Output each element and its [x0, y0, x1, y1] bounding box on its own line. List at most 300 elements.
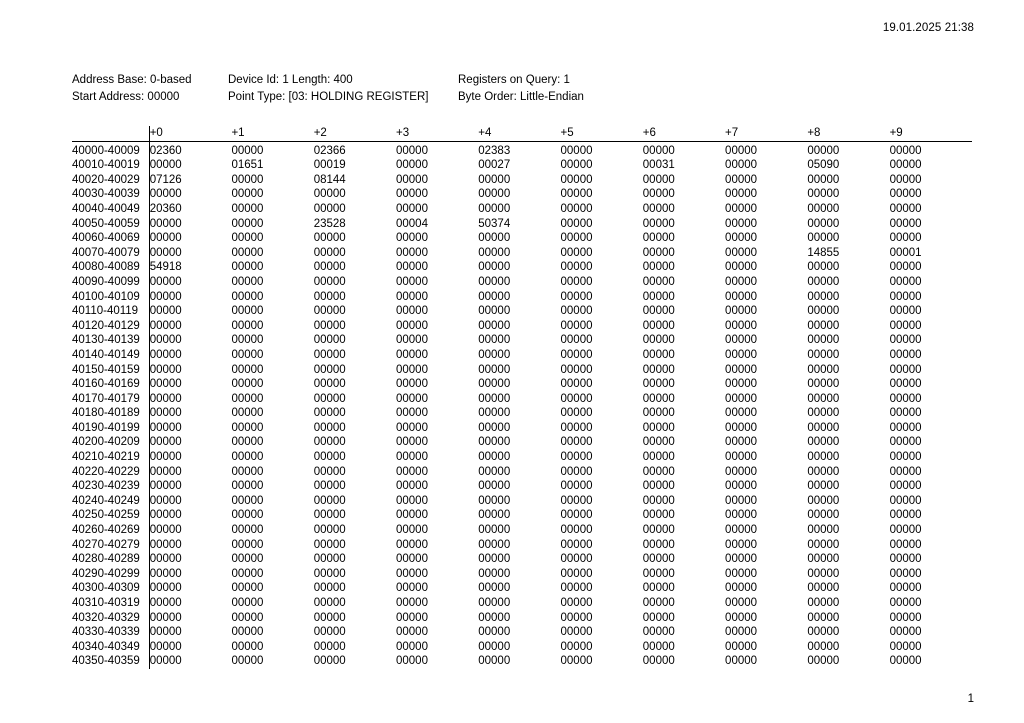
register-value: 00000 [642, 655, 675, 668]
register-value: 00000 [231, 407, 264, 420]
register-value: 00000 [478, 597, 511, 609]
register-value: 00000 [725, 480, 758, 493]
register-value: 00000 [807, 319, 840, 332]
register-value: 00000 [725, 582, 758, 595]
register-value: 00000 [395, 275, 428, 288]
register-value: 00000 [478, 538, 511, 551]
register-value: 00000 [478, 378, 511, 391]
register-value: 00000 [642, 436, 675, 449]
register-value: 00000 [725, 465, 758, 478]
register-value: 05090 [807, 159, 840, 172]
register-value: 00000 [313, 275, 346, 288]
register-value: 00000 [725, 451, 758, 464]
table-row [72, 654, 972, 669]
register-value: 00000 [889, 319, 922, 332]
table-row [72, 494, 972, 509]
table-row [72, 173, 972, 188]
register-value: 00000 [560, 626, 593, 639]
register-value: 00000 [395, 173, 428, 186]
register-address-range: 40090-40099 [72, 275, 149, 290]
register-value: 00000 [313, 480, 346, 493]
register-value: 00000 [725, 261, 758, 274]
register-value: 00000 [725, 378, 758, 391]
register-value: 01651 [231, 159, 264, 172]
register-value: 00000 [725, 509, 758, 522]
register-value: 00000 [313, 319, 346, 332]
register-value: 00000 [231, 421, 264, 434]
register-value: 00000 [889, 465, 922, 478]
register-value: 00000 [149, 378, 182, 391]
register-value: 00000 [478, 640, 511, 653]
register-value: 00000 [807, 232, 840, 245]
table-row [72, 333, 972, 348]
register-value: 00000 [889, 261, 922, 274]
table-row [72, 392, 972, 407]
register-value: 00000 [642, 480, 675, 493]
register-value: 02383 [478, 144, 511, 157]
register-value: 00000 [231, 611, 264, 624]
report-timestamp: 19.01.2025 21:38 [882, 22, 974, 34]
register-value: 00000 [313, 246, 346, 259]
register-value: 00000 [560, 217, 593, 230]
register-address-range: 40340-40349 [72, 640, 149, 655]
register-value: 00000 [725, 626, 758, 639]
register-value: 50374 [478, 217, 511, 230]
table-row [72, 625, 972, 640]
register-value: 00000 [560, 436, 593, 449]
table-row [72, 141, 972, 158]
register-value: 00000 [149, 363, 182, 376]
register-value: 00000 [889, 392, 922, 405]
report-metadata [72, 72, 972, 106]
register-value: 00000 [478, 246, 511, 259]
register-value: 00000 [642, 217, 675, 230]
register-value: 00000 [642, 494, 675, 507]
register-value: 00000 [478, 202, 511, 215]
register-value: 00000 [395, 378, 428, 391]
register-value: 00004 [395, 217, 428, 230]
register-value: 00000 [231, 246, 264, 259]
register-value: 02366 [313, 144, 346, 157]
start-address-label: Start Address: 00000 [72, 91, 180, 103]
register-value: 00000 [560, 582, 593, 595]
register-value: 00000 [560, 567, 593, 580]
table-row [72, 479, 972, 494]
register-value: 00000 [560, 232, 593, 245]
register-value: 00000 [149, 582, 182, 595]
register-value: 00000 [149, 553, 182, 566]
register-value: 00000 [642, 290, 675, 303]
column-header-offset-3: +3 [396, 126, 478, 141]
register-value: 00000 [395, 524, 428, 537]
register-value: 00000 [642, 640, 675, 653]
register-value: 00000 [725, 334, 758, 347]
register-value: 00000 [478, 553, 511, 566]
register-address-range: 40180-40189 [72, 406, 149, 421]
table-row [72, 275, 972, 290]
register-value: 00000 [231, 305, 264, 318]
register-value: 00000 [478, 436, 511, 449]
register-value: 00000 [313, 202, 346, 215]
register-value: 00000 [231, 524, 264, 537]
table-row [72, 523, 972, 538]
register-value: 00000 [725, 538, 758, 551]
register-value: 00000 [149, 626, 182, 639]
register-value: 00000 [560, 246, 593, 259]
register-value: 00000 [231, 451, 264, 464]
register-value: 00000 [395, 538, 428, 551]
register-value: 00000 [313, 509, 346, 522]
register-value: 00000 [231, 509, 264, 522]
register-value: 00000 [313, 626, 346, 639]
register-value: 00000 [642, 144, 675, 157]
register-value: 00000 [807, 436, 840, 449]
register-address-range: 40040-40049 [72, 202, 149, 217]
register-value: 00000 [560, 553, 593, 566]
register-value: 00000 [725, 363, 758, 376]
register-value: 00000 [231, 202, 264, 215]
register-value: 07126 [149, 173, 182, 186]
register-value: 00000 [478, 626, 511, 639]
register-value: 00000 [395, 246, 428, 259]
register-value: 00000 [807, 275, 840, 288]
register-value: 00000 [642, 232, 675, 245]
register-value: 00000 [560, 188, 593, 201]
register-value: 00000 [642, 509, 675, 522]
table-row [72, 581, 972, 596]
register-value: 00000 [725, 173, 758, 186]
register-value: 00000 [560, 655, 593, 668]
register-value: 00000 [807, 626, 840, 639]
register-value: 00000 [478, 348, 511, 361]
register-value: 00000 [560, 319, 593, 332]
register-value: 00000 [313, 407, 346, 420]
register-value: 00000 [889, 363, 922, 376]
register-value: 00000 [889, 173, 922, 186]
register-value: 00000 [313, 655, 346, 668]
register-value: 00000 [313, 494, 346, 507]
register-value: 00000 [560, 524, 593, 537]
register-value: 00000 [807, 334, 840, 347]
register-value: 00000 [807, 494, 840, 507]
register-value: 00000 [231, 436, 264, 449]
register-value: 00000 [642, 407, 675, 420]
register-address-range: 40230-40239 [72, 479, 149, 494]
table-row [72, 290, 972, 305]
register-value: 00000 [560, 159, 593, 172]
register-value: 00000 [807, 553, 840, 566]
register-address-range: 40160-40169 [72, 377, 149, 392]
register-value: 00000 [725, 188, 758, 201]
register-value: 00000 [642, 275, 675, 288]
register-value: 00000 [560, 202, 593, 215]
register-value: 00000 [395, 640, 428, 653]
byte-order-label: Byte Order: Little-Endian [458, 91, 584, 103]
register-value: 00000 [149, 524, 182, 537]
register-value: 00000 [807, 640, 840, 653]
table-row [72, 260, 972, 275]
register-value: 00000 [313, 582, 346, 595]
address-base-label: Address Base: 0-based [72, 74, 192, 86]
table-row [72, 406, 972, 421]
column-header-offset-8: +8 [807, 126, 889, 141]
register-value: 00000 [889, 348, 922, 361]
register-value: 00000 [889, 407, 922, 420]
register-value: 00000 [149, 319, 182, 332]
register-value: 00000 [231, 173, 264, 186]
register-value: 00000 [889, 334, 922, 347]
register-value: 00000 [889, 188, 922, 201]
register-value: 00000 [149, 275, 182, 288]
register-table-container [72, 126, 972, 669]
register-address-range: 40170-40179 [72, 392, 149, 407]
register-value: 00000 [149, 348, 182, 361]
register-address-range: 40260-40269 [72, 523, 149, 538]
register-value: 00000 [313, 392, 346, 405]
register-value: 00000 [395, 582, 428, 595]
register-value: 00000 [725, 407, 758, 420]
register-value: 00000 [313, 451, 346, 464]
table-row [72, 508, 972, 523]
register-value: 00000 [478, 494, 511, 507]
register-value: 00000 [889, 553, 922, 566]
register-address-range: 40320-40329 [72, 611, 149, 626]
register-value: 00000 [642, 582, 675, 595]
register-address-range: 40010-40019 [72, 158, 149, 173]
register-value: 00000 [395, 202, 428, 215]
table-row [72, 377, 972, 392]
register-value: 00000 [725, 246, 758, 259]
register-value: 00000 [642, 538, 675, 551]
register-value: 00000 [149, 436, 182, 449]
register-value: 00000 [560, 451, 593, 464]
register-value: 00000 [642, 524, 675, 537]
register-value: 00000 [149, 611, 182, 624]
register-value: 00000 [149, 480, 182, 493]
register-value: 00000 [807, 392, 840, 405]
table-row [72, 596, 972, 611]
register-value: 00000 [560, 421, 593, 434]
register-value: 00000 [725, 348, 758, 361]
register-value: 00000 [478, 451, 511, 464]
register-value: 00000 [807, 348, 840, 361]
table-row [72, 158, 972, 173]
register-address-range: 40080-40089 [72, 260, 149, 275]
register-value: 00000 [560, 597, 593, 609]
register-value: 00027 [478, 159, 511, 172]
register-address-range: 40120-40129 [72, 319, 149, 334]
register-value: 00000 [642, 348, 675, 361]
register-value: 00000 [807, 582, 840, 595]
register-value: 00000 [560, 173, 593, 186]
register-value: 00000 [478, 290, 511, 303]
register-value: 00000 [395, 567, 428, 580]
register-value: 00000 [313, 261, 346, 274]
table-row [72, 319, 972, 334]
register-value: 00000 [889, 217, 922, 230]
register-value: 00000 [149, 421, 182, 434]
register-value: 00000 [478, 392, 511, 405]
register-value: 00000 [231, 319, 264, 332]
register-value: 00000 [889, 144, 922, 157]
table-row [72, 202, 972, 217]
register-value: 00000 [231, 480, 264, 493]
register-value: 00000 [395, 290, 428, 303]
register-value: 00000 [149, 567, 182, 580]
register-value: 00000 [478, 421, 511, 434]
register-value: 00000 [642, 188, 675, 201]
register-value: 00000 [725, 611, 758, 624]
register-address-range: 40070-40079 [72, 246, 149, 261]
register-value: 00000 [149, 597, 182, 609]
register-value: 00000 [725, 275, 758, 288]
register-value: 00000 [560, 392, 593, 405]
register-value: 00000 [395, 188, 428, 201]
register-value: 00000 [807, 173, 840, 186]
register-value: 00000 [395, 421, 428, 434]
register-value: 00000 [807, 597, 840, 609]
register-value: 00000 [889, 509, 922, 522]
table-row [72, 465, 972, 480]
register-address-range: 40190-40199 [72, 421, 149, 436]
table-row [72, 538, 972, 553]
register-value: 00000 [395, 597, 428, 609]
register-value: 00000 [231, 494, 264, 507]
register-value: 00000 [149, 334, 182, 347]
register-value: 00000 [642, 553, 675, 566]
register-value: 00000 [149, 451, 182, 464]
register-value: 00000 [642, 567, 675, 580]
register-value: 00000 [807, 524, 840, 537]
register-value: 00000 [642, 202, 675, 215]
register-value: 00000 [807, 421, 840, 434]
register-value: 00000 [642, 319, 675, 332]
register-value: 00000 [889, 597, 922, 609]
register-value: 00000 [889, 582, 922, 595]
register-address-range: 40250-40259 [72, 508, 149, 523]
register-value: 00000 [478, 334, 511, 347]
table-row [72, 435, 972, 450]
register-value: 00000 [889, 159, 922, 172]
register-value: 23528 [313, 217, 346, 230]
register-value: 00000 [478, 232, 511, 245]
table-head [72, 126, 972, 141]
register-value: 00000 [889, 202, 922, 215]
register-value: 00000 [807, 217, 840, 230]
table-row [72, 421, 972, 436]
register-value: 00000 [478, 319, 511, 332]
register-value: 00000 [149, 494, 182, 507]
register-value: 00000 [807, 202, 840, 215]
column-header-offset-9: +9 [890, 126, 972, 141]
register-value: 54918 [149, 261, 182, 274]
register-value: 00000 [478, 611, 511, 624]
register-value: 00000 [231, 348, 264, 361]
register-value: 00000 [807, 261, 840, 274]
register-value: 00000 [395, 363, 428, 376]
register-value: 00000 [313, 334, 346, 347]
table-row [72, 246, 972, 261]
register-value: 00000 [725, 159, 758, 172]
register-value: 00000 [395, 655, 428, 668]
register-address-range: 40020-40029 [72, 173, 149, 188]
register-value: 00000 [478, 465, 511, 478]
register-value: 00000 [395, 159, 428, 172]
register-value: 00000 [807, 611, 840, 624]
register-value: 00000 [560, 407, 593, 420]
register-value: 00000 [889, 421, 922, 434]
register-value: 00000 [889, 378, 922, 391]
register-value: 00000 [807, 290, 840, 303]
register-value: 00000 [231, 232, 264, 245]
register-value: 00001 [889, 246, 922, 259]
register-value: 00000 [313, 465, 346, 478]
register-value: 00000 [725, 217, 758, 230]
register-value: 00000 [395, 305, 428, 318]
register-value: 00000 [395, 334, 428, 347]
register-value: 00000 [560, 305, 593, 318]
register-value: 00000 [807, 378, 840, 391]
register-address-range: 40200-40209 [72, 435, 149, 450]
register-value: 00000 [725, 524, 758, 537]
register-value: 00000 [395, 509, 428, 522]
register-value: 00000 [149, 509, 182, 522]
register-value: 00000 [889, 290, 922, 303]
register-value: 00000 [889, 436, 922, 449]
register-value: 00000 [478, 261, 511, 274]
register-value: 00000 [149, 232, 182, 245]
register-value: 00000 [478, 275, 511, 288]
register-value: 00000 [560, 611, 593, 624]
register-value: 00000 [231, 392, 264, 405]
register-address-range: 40310-40319 [72, 596, 149, 611]
register-value: 00000 [642, 363, 675, 376]
register-value: 00000 [560, 494, 593, 507]
register-value: 00000 [560, 480, 593, 493]
register-table [72, 126, 972, 669]
register-value: 00000 [807, 363, 840, 376]
register-address-range: 40030-40039 [72, 187, 149, 202]
register-value: 00000 [478, 407, 511, 420]
register-value: 00000 [149, 290, 182, 303]
register-value: 00000 [478, 480, 511, 493]
register-address-range: 40220-40229 [72, 465, 149, 480]
register-value: 00000 [889, 451, 922, 464]
register-value: 00000 [395, 261, 428, 274]
column-header-offset-5: +5 [561, 126, 643, 141]
register-value: 00000 [478, 582, 511, 595]
register-value: 00000 [725, 290, 758, 303]
register-value: 00000 [642, 626, 675, 639]
register-value: 00000 [889, 611, 922, 624]
register-value: 00000 [313, 611, 346, 624]
table-row [72, 611, 972, 626]
register-value: 00000 [642, 392, 675, 405]
metadata-row-2 [72, 89, 972, 106]
register-value: 00000 [807, 144, 840, 157]
register-value: 00000 [313, 567, 346, 580]
register-value: 00000 [478, 655, 511, 668]
register-value: 00000 [889, 655, 922, 668]
register-value: 00000 [889, 232, 922, 245]
register-value: 00000 [642, 261, 675, 274]
register-value: 00000 [395, 494, 428, 507]
register-value: 20360 [149, 202, 182, 215]
register-value: 00000 [149, 640, 182, 653]
register-value: 00000 [807, 655, 840, 668]
register-address-range: 40150-40159 [72, 363, 149, 378]
register-value: 00000 [231, 363, 264, 376]
